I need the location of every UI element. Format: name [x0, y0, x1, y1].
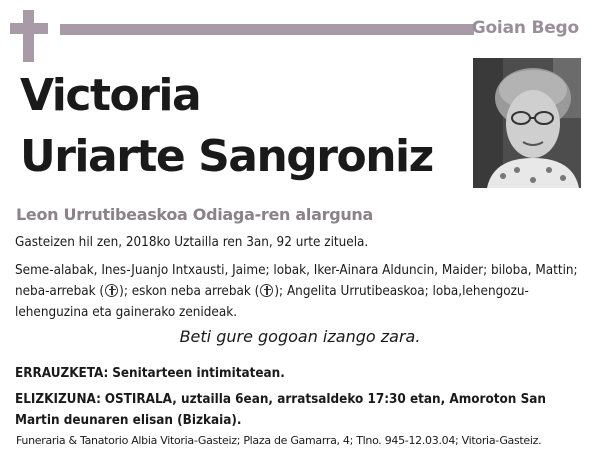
family-text-part-3: ); Angelita Urrutibeaskoa; loba,lehengozu-lehenguzina eta gainerako zenideak. [15, 284, 529, 320]
death-notice: Gasteizen hil zen, 2018ko Uztailla ren 3an, 92 urte zituela. [15, 235, 369, 250]
deceased-first-name: Victoria [20, 70, 201, 121]
family-text-part-1: Seme-alabak, Ines-Juanjo Intxausti, Jaime; lobak, Iker-Ainara Alduncin, Maider; biloba, Mattin; neba-arrebak ( [15, 263, 578, 299]
cremation-text: Senitarteen intimitatean. [112, 366, 285, 381]
header-divider-bar [60, 24, 474, 35]
portrait-image [473, 58, 581, 188]
cross-vertical-bar [23, 10, 34, 62]
funeral-home-footer: Funeraria & Tanatorio Albia Vitoria-Gasteiz; Plaza de Gamarra, 4; Tlno. 945-12.03.04; Vitoria-Gasteiz. [16, 434, 542, 447]
circled-cross-icon [260, 284, 273, 297]
spouse-line: Leon Urrutibeaskoa Odiaga-ren alarguna [16, 205, 374, 224]
brand-label: Goian Bego [471, 18, 579, 38]
cremation-label: ERRAUZKETA: [15, 366, 109, 381]
funeral-line [15, 389, 590, 431]
funeral-text: OSTIRALA, uztailla 6ean, arratsaldeko 17:30 etan, Amoroton San Martin deunaren elisan (Bizkaia). [15, 392, 546, 428]
motto-text: Beti gure gogoan izango zara. [179, 327, 421, 346]
family-text-part-2: ); eskon neba arrebak ( [119, 284, 260, 299]
memorial-motto [0, 327, 600, 346]
cross-icon [10, 10, 48, 62]
deceased-surnames: Uriarte Sangroniz [20, 131, 433, 182]
deceased-portrait [473, 58, 581, 188]
family-list [15, 260, 585, 323]
funeral-label: ELIZKIZUNA: [15, 392, 101, 407]
cremation-line [15, 363, 285, 384]
circled-cross-icon [105, 284, 118, 297]
cross-horizontal-bar [10, 23, 48, 34]
